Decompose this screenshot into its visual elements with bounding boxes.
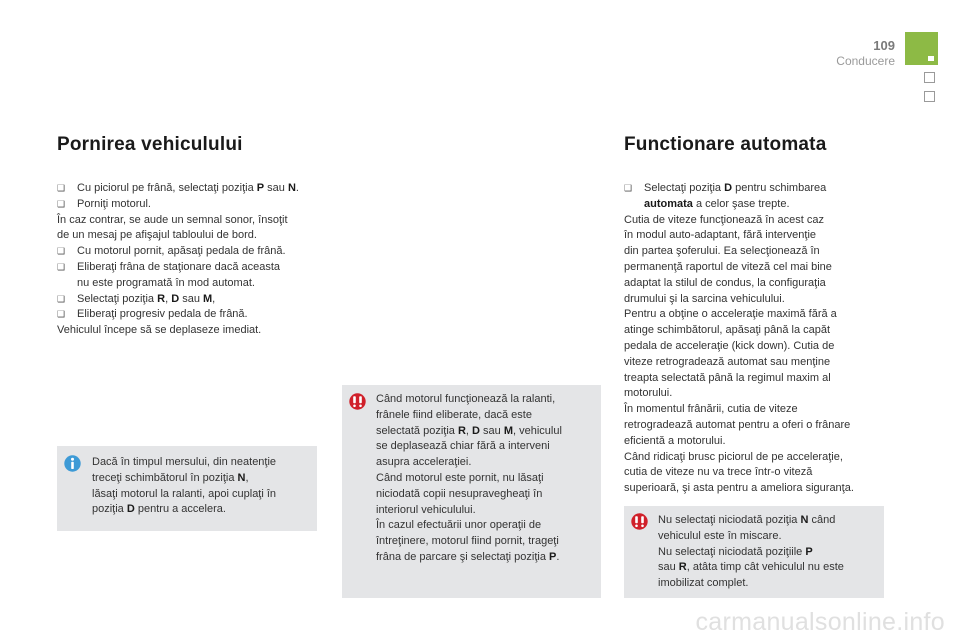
- bold-text: R: [157, 292, 166, 305]
- text-line: [624, 434, 904, 450]
- text-line: [624, 244, 904, 260]
- text-line: [624, 371, 904, 387]
- right-body: [624, 181, 904, 497]
- text-span: eficientă a motorului.: [624, 434, 726, 447]
- text-line: [92, 487, 312, 503]
- text-span: Cu piciorul pe frână, selectaţi poziţia: [77, 182, 257, 194]
- bold-text: D: [126, 503, 135, 516]
- bullet-item: [57, 260, 332, 276]
- text-line: [57, 323, 332, 339]
- text-span: se deplasează chiar fără a interveni: [376, 440, 550, 453]
- text-line: [624, 307, 904, 323]
- text-line: [376, 408, 598, 424]
- bold-text: D: [724, 182, 733, 194]
- bullet-icon: ❑: [57, 293, 66, 304]
- text-line: [624, 276, 904, 292]
- right-section-title: Functionare automata: [624, 134, 827, 155]
- left-body: [57, 181, 332, 339]
- bold-text: M: [203, 292, 213, 305]
- text-span: când: [808, 514, 836, 526]
- text-span: Selectaţi poziţia: [77, 292, 158, 305]
- text-line: [624, 260, 904, 276]
- text-span: întreţinere, motorul fiind pornit, trageţi: [376, 535, 559, 548]
- text-span: , vehiculul: [513, 424, 562, 437]
- chapter-tab-empty: [924, 91, 935, 102]
- bold-text: P: [256, 182, 265, 194]
- text-span: ,: [465, 424, 473, 437]
- text-line: [376, 455, 598, 471]
- text-line: [624, 213, 904, 229]
- bold-text: P: [805, 545, 813, 558]
- chapter-tab-active: [905, 32, 938, 65]
- text-span: Când motorul este pornit, nu lăsaţi: [376, 471, 544, 484]
- text-span: ,: [245, 471, 249, 484]
- text-line: [376, 439, 598, 455]
- text-line: [624, 228, 904, 244]
- text-span: Nu selectaţi niciodată poziţiile: [658, 545, 806, 558]
- text-span: poziţia: [92, 503, 127, 516]
- text-line: [624, 386, 904, 402]
- text-line: [57, 228, 332, 244]
- text-line: [624, 402, 904, 418]
- text-line: [624, 481, 904, 497]
- text-line: [624, 323, 904, 339]
- info-box-text: [92, 455, 312, 518]
- text-span: Pentru a obţine o acceleraţie maximă fără a: [624, 308, 837, 321]
- text-span: retrogradează automat pentru a oferi o frânare: [624, 418, 851, 431]
- right-warning-box: [624, 506, 884, 598]
- text-span: , atâta timp cât vehiculul nu este: [686, 561, 844, 574]
- text-span: În caz contrar, se aude un semnal sonor, însoţit: [57, 213, 288, 226]
- bullet-item: [57, 197, 332, 213]
- middle-warning-text: [376, 392, 598, 566]
- text-span: sau: [479, 424, 504, 437]
- text-span: permanenţă raportul de viteză cel mai bine: [624, 260, 832, 273]
- chapter-tab-empty: [924, 72, 935, 83]
- text-span: niciodată copii nesupravegheaţi în: [376, 487, 543, 500]
- right-warning-text: [658, 513, 880, 592]
- text-span: sau: [264, 182, 288, 194]
- text-span: .: [295, 182, 299, 194]
- text-line: [57, 213, 332, 229]
- bullet-icon: ❑: [57, 198, 66, 209]
- text-span: superioară, şi asta pentru a ameliora siguranţa.: [624, 482, 854, 495]
- text-line: [624, 418, 904, 434]
- text-line: [92, 471, 312, 487]
- text-span: drumului şi la sarcina vehiculului.: [624, 292, 785, 305]
- watermark: carmanualsonline.info: [695, 608, 945, 636]
- text-line: [624, 355, 904, 371]
- text-span: în modul auto-adaptant, fără intervenţie: [624, 229, 817, 242]
- bold-text: N: [237, 471, 246, 484]
- text-span: nu este programată în mod automat.: [77, 276, 255, 289]
- bullet-icon: ❑: [624, 183, 633, 193]
- text-span: sau: [179, 292, 203, 305]
- bullet-item: [57, 307, 332, 323]
- text-span: lăsaţi motorul la ralanti, apoi cuplaţi în: [92, 487, 277, 500]
- bullet-item: [57, 244, 332, 260]
- text-line: [624, 339, 904, 355]
- bullet-item: [624, 181, 904, 197]
- left-section-title: Pornirea vehiculului: [57, 134, 243, 155]
- text-span: ,: [165, 292, 172, 305]
- text-span: imobilizat complet.: [658, 577, 749, 590]
- text-line: [57, 276, 332, 292]
- text-line: [658, 529, 880, 545]
- text-span: treceţi schimbătorul în poziţia: [92, 471, 238, 484]
- text-span: Selectaţi poziţia: [644, 182, 725, 194]
- bold-text: R: [678, 561, 687, 574]
- text-span: În cazul efectuării unor operaţii de: [376, 519, 542, 532]
- text-span: În momentul frânării, cutia de viteze: [624, 403, 798, 416]
- bold-text: N: [800, 514, 809, 526]
- text-span: Când motorul funcţionează la ralanti,: [376, 393, 556, 405]
- text-line: [624, 450, 904, 466]
- text-span: adaptat la stilul de condus, la configuraţia: [624, 276, 826, 289]
- text-line: [624, 292, 904, 308]
- text-span: vehiculul este în miscare.: [658, 529, 782, 542]
- text-span: frâna de parcare şi selectaţi poziţia: [376, 550, 550, 563]
- text-span: asupra acceleraţiei.: [376, 456, 472, 469]
- text-span: .: [556, 550, 560, 563]
- bullet-icon: ❑: [57, 246, 66, 257]
- text-span: ,: [212, 292, 216, 305]
- warning-icon: [631, 513, 648, 530]
- text-span: Nu selectaţi niciodată poziţia: [658, 514, 801, 526]
- bullet-item: [57, 181, 332, 197]
- text-line: [376, 471, 598, 487]
- text-span: pentru schimbarea: [732, 182, 827, 194]
- text-span: Cu motorul pornit, apăsaţi pedala de frână.: [77, 245, 286, 258]
- text-span: Vehiculul începe să se deplaseze imediat.: [57, 324, 262, 337]
- text-line: [658, 576, 880, 592]
- text-span: treapta selectată până la regimul maxim al: [624, 371, 831, 384]
- text-line: [376, 550, 598, 566]
- text-span: atinge schimbătorul, apăsaţi până la capăt: [624, 324, 831, 337]
- text-line: [376, 534, 598, 550]
- text-span: Cutia de viteze funcţionează în acest caz: [624, 213, 824, 226]
- bullet-icon: ❑: [57, 261, 66, 272]
- text-span: Eliberaţi progresiv pedala de frână.: [77, 308, 248, 321]
- text-line: [376, 518, 598, 534]
- text-span: selectată poziţia: [376, 424, 458, 437]
- text-span: Porniţi motorul.: [77, 197, 151, 210]
- text-line: [624, 197, 904, 213]
- bullet-icon: ❑: [57, 309, 66, 320]
- text-span: a celor şase trepte.: [692, 197, 790, 210]
- bold-text: R: [457, 424, 466, 437]
- text-span: pedala de acceleraţie (kick down). Cutia de: [624, 339, 835, 352]
- bullet-icon: ❑: [57, 183, 66, 193]
- text-span: Eliberaţi frâna de staţionare dacă aceasta: [77, 260, 281, 273]
- text-line: [658, 545, 880, 561]
- bold-text: D: [472, 424, 480, 437]
- text-line: [376, 503, 598, 519]
- text-span: sau: [658, 561, 679, 574]
- info-icon: [64, 455, 81, 472]
- text-span: cutia de viteze nu va trece într-o viteză: [624, 466, 813, 479]
- text-span: Când ridicaţi brusc piciorul de pe acceleraţie,: [624, 450, 843, 463]
- text-span: Dacă în timpul mersului, din neatenţie: [92, 456, 277, 468]
- middle-warning-box: [342, 385, 601, 598]
- bold-text: automata: [644, 197, 693, 210]
- text-line: [624, 465, 904, 481]
- bold-text: P: [549, 550, 557, 563]
- info-box: [57, 446, 317, 531]
- page-number: 109: [873, 38, 895, 53]
- section-name: Conducere: [836, 54, 895, 68]
- text-span: din partea şoferului. Ea selecţionează în: [624, 245, 820, 258]
- bullet-item: [57, 292, 332, 308]
- text-span: frânele fiind eliberate, dacă este: [376, 408, 532, 421]
- text-span: viteze retrogradează automat sau menţine: [624, 355, 831, 368]
- bold-text: M: [503, 424, 513, 437]
- text-line: [92, 455, 312, 471]
- text-span: interiorul vehiculului.: [376, 503, 476, 516]
- bold-text: D: [171, 292, 180, 305]
- warning-icon: [349, 393, 366, 410]
- text-line: [376, 392, 598, 408]
- text-line: [658, 560, 880, 576]
- bold-text: N: [287, 182, 296, 194]
- tab-marker-icon: [928, 56, 934, 61]
- text-line: [92, 502, 312, 518]
- text-line: [376, 424, 598, 440]
- text-span: de un mesaj pe afişajul tabloului de bord.: [57, 229, 257, 242]
- text-line: [376, 487, 598, 503]
- text-span: motorului.: [624, 387, 673, 400]
- text-span: pentru a accelera.: [134, 503, 226, 516]
- text-line: [658, 513, 880, 529]
